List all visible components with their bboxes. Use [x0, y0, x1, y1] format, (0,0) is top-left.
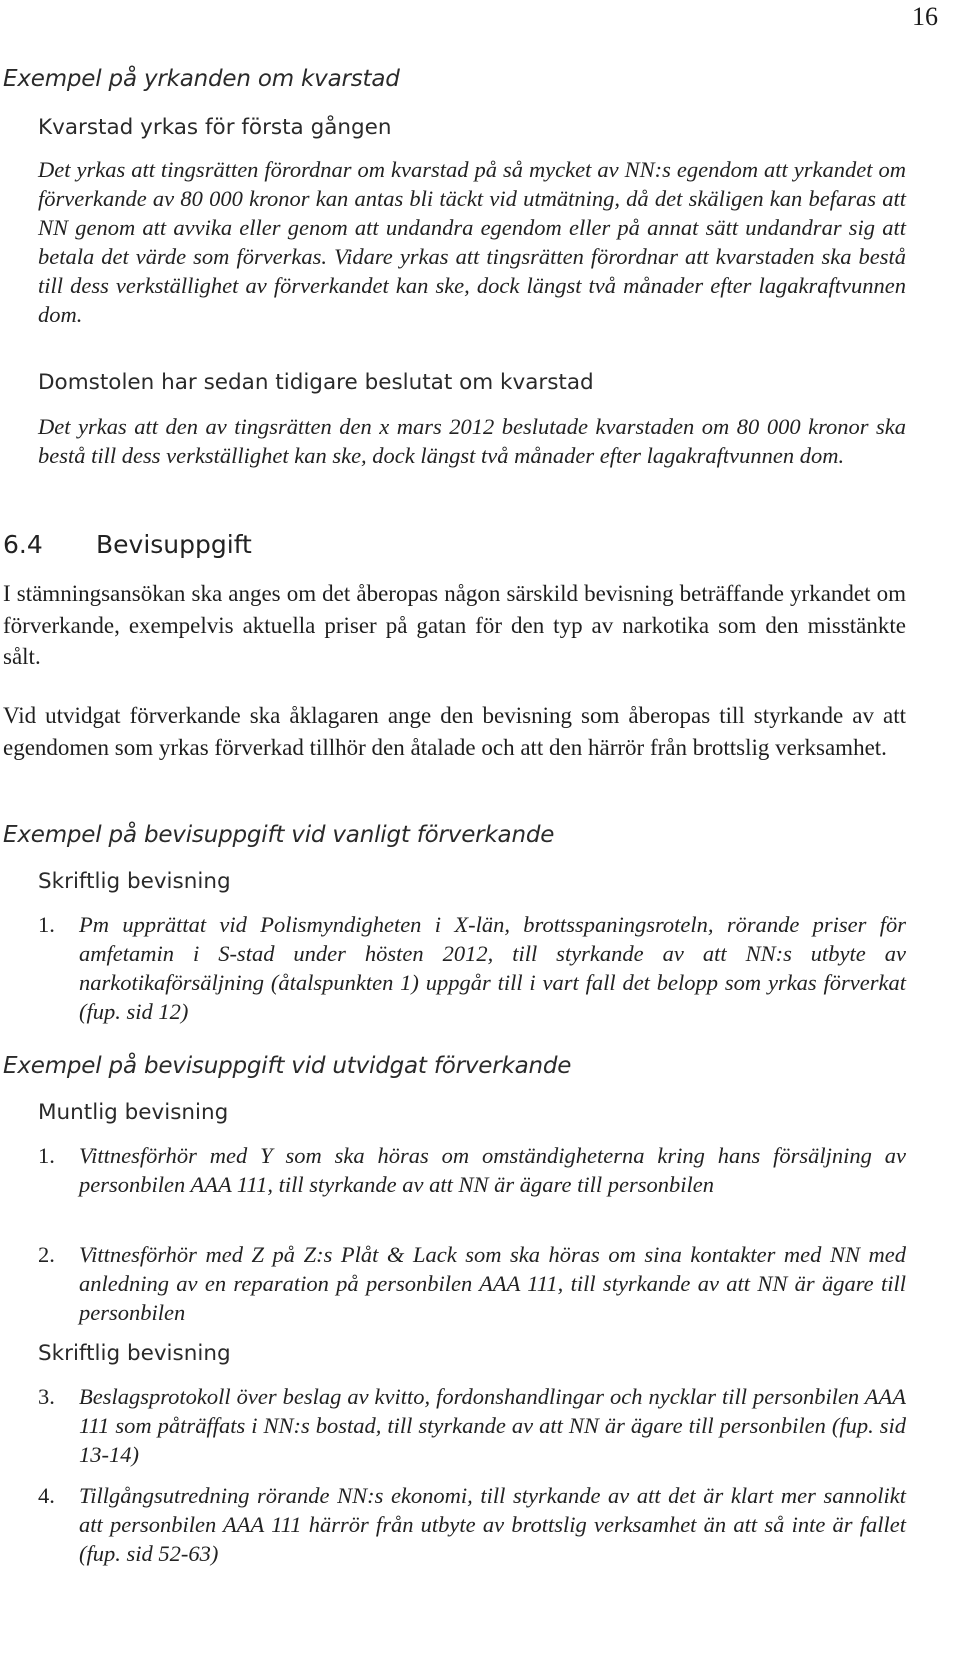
list-item	[38, 1141, 906, 1199]
section-title: Bevisuppgift	[96, 530, 252, 559]
extended-oral-title: Muntlig bevisning	[38, 1100, 229, 1125]
extended-forfeiture-heading: Exempel på bevisuppgift vid utvidgat förverkande	[3, 1053, 572, 1079]
section-paragraph: Vid utvidgat förverkande ska åklagaren ange den bevisning som åberopas till styrkande av att egendomen som yrkas förverkad tillhör den åtalade och att den härrör från brottslig verksamhet.	[3, 703, 906, 760]
page-number: 16	[912, 2, 938, 31]
list-item-number: 3.	[38, 1384, 55, 1409]
list-item-number: 1.	[38, 1143, 55, 1168]
list-item-number: 4.	[38, 1483, 55, 1508]
list-item-text: Vittnesförhör med Y som ska höras om omständigheterna kring hans försäljning av personbilen AAA 111, till styrkande av att NN är ägare till personbilen	[79, 1143, 906, 1197]
list-item	[38, 910, 906, 1026]
list-item-text: Pm upprättat vid Polismyndigheten i X-län, brottsspaningsroteln, rörande priser för amfetamin i S-stad under hösten 2012, till styrkande av att NN:s utbyte av narkotikaförsäljning (åtalspunkten 1) uppgår till i vart fall det belopp som yrkas förverkat (fup. sid 12)	[79, 912, 906, 1024]
list-item-number: 1.	[38, 912, 55, 937]
list-item	[38, 1240, 906, 1327]
section-heading	[3, 530, 252, 559]
kvarstad-earlier-title: Domstolen har sedan tidigare beslutat om kvarstad	[38, 370, 594, 395]
section-number: 6.4	[3, 530, 43, 559]
kvarstad-first-text: Det yrkas att tingsrätten förordnar om kvarstad på så mycket av NN:s egendom att yrkandet om förverkande av 80 000 kronor kan antas bli täckt vid utmätning, då det skäligen kan befaras att NN genom att avvika eller genom att undandra egendom eller på annat sätt undandrar sig att betala det värde som förverkas. Vidare yrkas att tingsrätten förordnar att kvarstaden ska bestå till dess verkställighet av förverkandet kan ske, dock längst två månader efter lagakraftvunnen dom.	[38, 157, 906, 327]
ordinary-forfeiture-heading: Exempel på bevisuppgift vid vanligt förverkande	[3, 822, 555, 848]
list-item	[38, 1481, 906, 1568]
list-item-text: Vittnesförhör med Z på Z:s Plåt & Lack som ska höras om sina kontakter med NN med anledning av en reparation på personbilen AAA 111, till styrkande av att NN är ägare till personbilen	[79, 1242, 906, 1325]
list-item-number: 2.	[38, 1242, 55, 1267]
kvarstad-first-title: Kvarstad yrkas för första gången	[38, 115, 392, 140]
ordinary-written-title: Skriftlig bevisning	[38, 869, 231, 894]
kvarstad-earlier-text: Det yrkas att den av tingsrätten den x mars 2012 beslutade kvarstaden om 80 000 kronor ska bestå till dess verkställighet kan ske, dock längst två månader efter lagakraftvunnen dom.	[38, 414, 906, 468]
section-paragraph: I stämningsansökan ska anges om det åberopas någon särskild bevisning beträffande yrkandet om förverkande, exempelvis aktuella priser på gatan för den typ av narkotika som den misstänkte sålt.	[3, 581, 906, 669]
list-item-text: Tillgångsutredning rörande NN:s ekonomi, till styrkande av att det är klart mer sannolikt att personbilen AAA 111 härrör från utbyte av brottslig verksamhet än att så inte är fallet (fup. sid 52-63)	[79, 1483, 906, 1566]
kvarstad-examples-heading: Exempel på yrkanden om kvarstad	[3, 66, 400, 92]
list-item	[38, 1382, 906, 1469]
extended-written-title: Skriftlig bevisning	[38, 1341, 231, 1366]
list-item-text: Beslagsprotokoll över beslag av kvitto, fordonshandlingar och nycklar till personbilen AAA 111 som påträffats i NN:s bostad, till styrkande av att NN är ägare till personbilen (fup. sid 13-14)	[79, 1384, 906, 1467]
